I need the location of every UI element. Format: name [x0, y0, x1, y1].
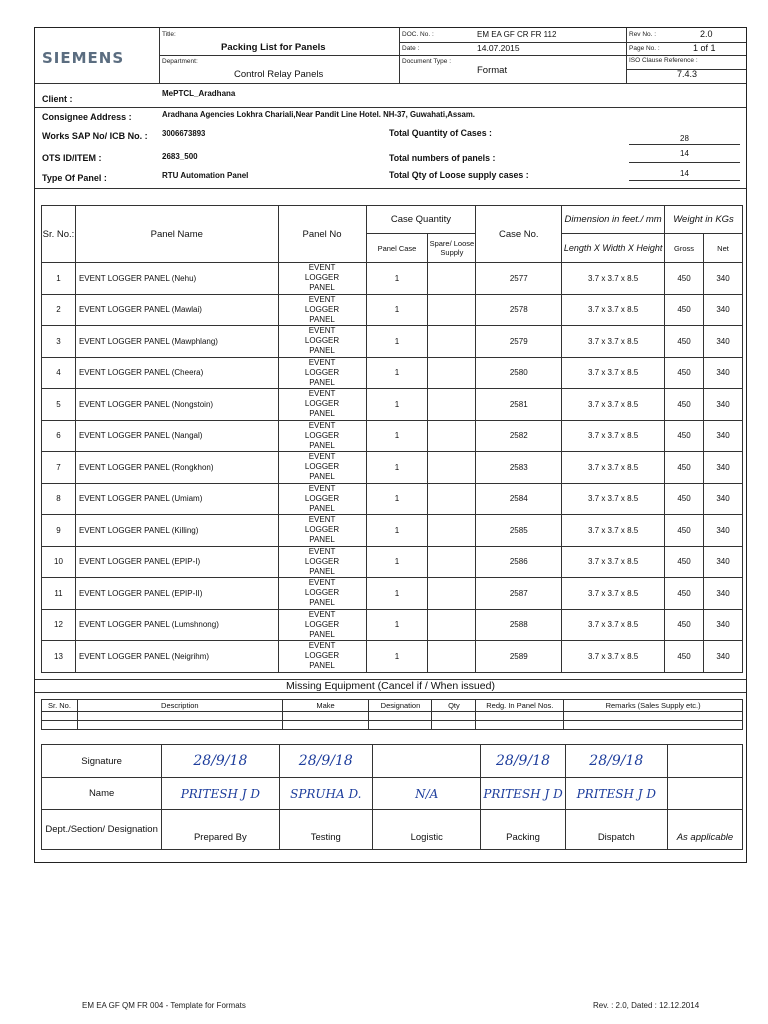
row-sr: 12 — [42, 609, 76, 641]
row-panel-case: 1 — [366, 483, 428, 515]
row-case-no: 2585 — [476, 515, 562, 547]
row-gross: 450 — [665, 420, 704, 452]
row-panel-name: EVENT LOGGER PANEL (Nehu) — [75, 263, 278, 295]
row-net: 340 — [704, 294, 743, 326]
row-sr: 8 — [42, 483, 76, 515]
row-panel-no: EVENT LOGGER PANEL — [278, 326, 366, 358]
row-panel-no: EVENT LOGGER PANEL — [278, 420, 366, 452]
row-gross: 450 — [665, 452, 704, 484]
signoff-role: Logistic — [373, 810, 481, 850]
col-panel-case-header: Panel Case — [366, 234, 428, 263]
row-gross: 450 — [665, 578, 704, 610]
signature-cell: 28/9/18 — [481, 745, 565, 778]
ots-label: OTS ID/ITEM : — [42, 153, 102, 163]
row-sr: 10 — [42, 546, 76, 578]
row-panel-case: 1 — [366, 578, 428, 610]
packing-table — [41, 205, 743, 673]
iso-label: ISO Clause Reference : — [629, 57, 698, 64]
footer-revision: Rev. : 2.0, Dated : 12.12.2014 — [593, 1001, 700, 1010]
works-value: 3006673893 — [162, 129, 206, 138]
row-net: 340 — [704, 420, 743, 452]
total-cases-value: 28 — [680, 134, 689, 143]
row-panel-case: 1 — [366, 515, 428, 547]
dept-label: Dept./Section/ Designation — [42, 810, 162, 850]
table-row — [42, 326, 743, 358]
row-panel-name: EVENT LOGGER PANEL (EPIP-I) — [75, 546, 278, 578]
row-dimension: 3.7 x 3.7 x 8.5 — [562, 578, 665, 610]
row-sr: 1 — [42, 263, 76, 295]
total-rule — [629, 180, 740, 181]
row-gross: 450 — [665, 326, 704, 358]
row-panel-name: EVENT LOGGER PANEL (Rongkhon) — [75, 452, 278, 484]
table-row — [42, 641, 743, 673]
table-row — [42, 294, 743, 326]
row-sr: 6 — [42, 420, 76, 452]
row-net: 340 — [704, 326, 743, 358]
info-rule — [35, 107, 746, 108]
missing-col-header: Remarks (Sales Supply etc.) — [564, 700, 743, 712]
total-cases-label: Total Quantity of Cases : — [389, 128, 492, 138]
row-spare — [428, 578, 476, 610]
row-spare — [428, 609, 476, 641]
col-case-qty-header: Case Quantity — [366, 206, 476, 234]
signoff-role: Testing — [279, 810, 373, 850]
row-panel-no: EVENT LOGGER PANEL — [278, 452, 366, 484]
row-sr: 7 — [42, 452, 76, 484]
row-case-no: 2581 — [476, 389, 562, 421]
row-panel-no: EVENT LOGGER PANEL — [278, 578, 366, 610]
row-panel-case: 1 — [366, 294, 428, 326]
row-panel-name: EVENT LOGGER PANEL (Mawphlang) — [75, 326, 278, 358]
panel-type-value: RTU Automation Panel — [162, 171, 249, 180]
row-panel-case: 1 — [366, 546, 428, 578]
row-net: 340 — [704, 609, 743, 641]
col-gross-header: Gross — [665, 234, 704, 263]
missing-col-header: Sr. No. — [42, 700, 78, 712]
missing-col-header: Description — [77, 700, 282, 712]
table-row — [42, 357, 743, 389]
row-dimension: 3.7 x 3.7 x 8.5 — [562, 326, 665, 358]
row-case-no: 2589 — [476, 641, 562, 673]
row-panel-case: 1 — [366, 641, 428, 673]
missing-equipment-table — [41, 699, 743, 730]
signoff-table — [41, 744, 743, 850]
row-panel-case: 1 — [366, 357, 428, 389]
packing-rows — [42, 263, 743, 673]
row-case-no: 2582 — [476, 420, 562, 452]
doc-no-value: EM EA GF CR FR 112 — [477, 30, 557, 39]
row-sr: 9 — [42, 515, 76, 547]
row-spare — [428, 357, 476, 389]
row-net: 340 — [704, 641, 743, 673]
signature-cell: 28/9/18 — [565, 745, 667, 778]
row-panel-name: EVENT LOGGER PANEL (Lumshnong) — [75, 609, 278, 641]
row-spare — [428, 641, 476, 673]
page-label: Page No. : — [629, 45, 660, 52]
row-net: 340 — [704, 578, 743, 610]
siemens-logo: SIEMENS — [42, 49, 125, 67]
header-rule — [159, 55, 399, 56]
name-cell: PRITESH J D — [481, 778, 565, 810]
table-row — [42, 263, 743, 295]
table-row — [42, 515, 743, 547]
row-net: 340 — [704, 263, 743, 295]
row-panel-name: EVENT LOGGER PANEL (Mawlai) — [75, 294, 278, 326]
row-dimension: 3.7 x 3.7 x 8.5 — [562, 420, 665, 452]
row-panel-case: 1 — [366, 263, 428, 295]
title-label: Title: — [162, 31, 176, 38]
row-dimension: 3.7 x 3.7 x 8.5 — [562, 389, 665, 421]
consignee-value: Aradhana Agencies Lokhra Chariali,Near Pandit Line Hotel. NH-37, Guwahati,Assam. — [162, 110, 475, 119]
col-dimension-header: Dimension in feet./ mm — [562, 206, 665, 234]
row-dimension: 3.7 x 3.7 x 8.5 — [562, 546, 665, 578]
row-gross: 450 — [665, 263, 704, 295]
name-label: Name — [42, 778, 162, 810]
missing-equipment-title: Missing Equipment (Cancel if / When issued) — [286, 680, 495, 692]
missing-col-header: Make — [282, 700, 369, 712]
row-net: 340 — [704, 483, 743, 515]
row-panel-no: EVENT LOGGER PANEL — [278, 546, 366, 578]
row-panel-name: EVENT LOGGER PANEL (Nongstoin) — [75, 389, 278, 421]
col-case-no-header: Case No. — [476, 206, 562, 263]
name-cell — [667, 778, 742, 810]
signature-cell: 28/9/18 — [279, 745, 373, 778]
row-spare — [428, 515, 476, 547]
col-net-header: Net — [704, 234, 743, 263]
row-dimension: 3.7 x 3.7 x 8.5 — [562, 641, 665, 673]
row-case-no: 2586 — [476, 546, 562, 578]
row-sr: 4 — [42, 357, 76, 389]
department-label: Department: — [162, 58, 198, 65]
row-net: 340 — [704, 515, 743, 547]
row-gross: 450 — [665, 389, 704, 421]
row-case-no: 2579 — [476, 326, 562, 358]
row-gross: 450 — [665, 357, 704, 389]
document-title: Packing List for Panels — [221, 42, 326, 53]
table-row — [42, 389, 743, 421]
row-panel-name: EVENT LOGGER PANEL (Umiam) — [75, 483, 278, 515]
total-rule — [629, 144, 740, 145]
missing-title-rule — [35, 692, 746, 693]
signoff-role: Dispatch — [565, 810, 667, 850]
row-case-no: 2577 — [476, 263, 562, 295]
row-dimension: 3.7 x 3.7 x 8.5 — [562, 515, 665, 547]
header-rule — [399, 55, 746, 56]
row-dimension: 3.7 x 3.7 x 8.5 — [562, 609, 665, 641]
signoff-role: As applicable — [667, 810, 742, 850]
row-dimension: 3.7 x 3.7 x 8.5 — [562, 263, 665, 295]
name-cell: SPRUHA D. — [279, 778, 373, 810]
table-row — [42, 578, 743, 610]
col-spare-header: Spare/ Loose Supply — [428, 234, 476, 263]
table-row — [42, 483, 743, 515]
iso-value: 7.4.3 — [677, 69, 698, 79]
row-case-no: 2588 — [476, 609, 562, 641]
total-panels-value: 14 — [680, 149, 689, 158]
row-sr: 3 — [42, 326, 76, 358]
missing-col-header: Designation — [369, 700, 432, 712]
row-gross: 450 — [665, 546, 704, 578]
col-lwh-header: Length X Width X Height — [562, 234, 665, 263]
row-case-no: 2583 — [476, 452, 562, 484]
works-label: Works SAP No/ ICB No. : — [42, 131, 148, 141]
row-gross: 450 — [665, 609, 704, 641]
total-rule — [629, 162, 740, 163]
row-gross: 450 — [665, 483, 704, 515]
signature-cell — [373, 745, 481, 778]
row-panel-no: EVENT LOGGER PANEL — [278, 389, 366, 421]
row-panel-name: EVENT LOGGER PANEL (Nangal) — [75, 420, 278, 452]
row-case-no: 2578 — [476, 294, 562, 326]
row-panel-no: EVENT LOGGER PANEL — [278, 641, 366, 673]
col-weight-header: Weight in KGs — [665, 206, 743, 234]
row-panel-no: EVENT LOGGER PANEL — [278, 483, 366, 515]
total-panels-label: Total numbers of panels : — [389, 153, 496, 163]
row-panel-no: EVENT LOGGER PANEL — [278, 294, 366, 326]
info-bottom-rule — [35, 188, 746, 189]
panel-type-label: Type Of Panel : — [42, 173, 107, 183]
packing-list-sheet — [34, 27, 747, 863]
row-panel-no: EVENT LOGGER PANEL — [278, 609, 366, 641]
row-gross: 450 — [665, 515, 704, 547]
doc-type-value: Format — [477, 65, 508, 76]
signoff-role: Prepared By — [162, 810, 279, 850]
row-panel-case: 1 — [366, 326, 428, 358]
row-panel-name: EVENT LOGGER PANEL (Killing) — [75, 515, 278, 547]
table-row — [42, 452, 743, 484]
department-value: Control Relay Panels — [234, 69, 324, 80]
signature-label: Signature — [42, 745, 162, 778]
doc-type-label: Document Type : — [402, 58, 452, 65]
doc-no-label: DOC. No. : — [402, 31, 434, 38]
rev-value: 2.0 — [700, 29, 713, 39]
missing-col-header: Redg. In Panel Nos. — [476, 700, 564, 712]
table-row — [42, 546, 743, 578]
row-spare — [428, 483, 476, 515]
row-gross: 450 — [665, 294, 704, 326]
row-panel-case: 1 — [366, 389, 428, 421]
row-net: 340 — [704, 357, 743, 389]
row-panel-no: EVENT LOGGER PANEL — [278, 263, 366, 295]
date-value: 14.07.2015 — [477, 43, 520, 53]
row-net: 340 — [704, 389, 743, 421]
total-loose-value: 14 — [680, 169, 689, 178]
row-net: 340 — [704, 546, 743, 578]
row-sr: 2 — [42, 294, 76, 326]
total-loose-label: Total Qty of Loose supply cases : — [389, 170, 529, 180]
missing-col-header: Qty — [432, 700, 476, 712]
client-label: Client : — [42, 94, 73, 104]
row-case-no: 2587 — [476, 578, 562, 610]
row-spare — [428, 452, 476, 484]
signature-cell: 28/9/18 — [162, 745, 279, 778]
row-panel-name: EVENT LOGGER PANEL (Cheera) — [75, 357, 278, 389]
header-bottom-rule — [35, 83, 746, 84]
row-panel-no: EVENT LOGGER PANEL — [278, 515, 366, 547]
rev-label: Rev No. : — [629, 31, 657, 38]
table-row — [42, 609, 743, 641]
signoff-role: Packing — [481, 810, 565, 850]
name-cell: N/A — [373, 778, 481, 810]
row-spare — [428, 294, 476, 326]
row-panel-case: 1 — [366, 452, 428, 484]
row-sr: 11 — [42, 578, 76, 610]
footer-template-ref: EM EA GF QM FR 004 - Template for Formats — [82, 1001, 246, 1010]
name-cell: PRITESH J D — [565, 778, 667, 810]
ots-value: 2683_500 — [162, 152, 198, 161]
row-spare — [428, 263, 476, 295]
row-dimension: 3.7 x 3.7 x 8.5 — [562, 483, 665, 515]
row-spare — [428, 326, 476, 358]
row-panel-case: 1 — [366, 420, 428, 452]
row-case-no: 2584 — [476, 483, 562, 515]
row-gross: 450 — [665, 641, 704, 673]
row-dimension: 3.7 x 3.7 x 8.5 — [562, 452, 665, 484]
col-sr-header: Sr. No.: — [42, 206, 76, 263]
signature-cell — [667, 745, 742, 778]
consignee-label: Consignee Address : — [42, 112, 132, 122]
page-value: 1 of 1 — [693, 43, 716, 53]
row-spare — [428, 420, 476, 452]
col-panel-no-header: Panel No — [278, 206, 366, 263]
client-value: MePTCL_Aradhana — [162, 89, 236, 98]
row-spare — [428, 546, 476, 578]
row-dimension: 3.7 x 3.7 x 8.5 — [562, 357, 665, 389]
row-net: 340 — [704, 452, 743, 484]
row-dimension: 3.7 x 3.7 x 8.5 — [562, 294, 665, 326]
row-panel-case: 1 — [366, 609, 428, 641]
row-spare — [428, 389, 476, 421]
row-panel-name: EVENT LOGGER PANEL (EPIP-II) — [75, 578, 278, 610]
row-sr: 13 — [42, 641, 76, 673]
row-sr: 5 — [42, 389, 76, 421]
table-row — [42, 420, 743, 452]
row-case-no: 2580 — [476, 357, 562, 389]
name-cell: PRITESH J D — [162, 778, 279, 810]
date-label: Date : — [402, 45, 420, 52]
col-panel-name-header: Panel Name — [75, 206, 278, 263]
row-panel-name: EVENT LOGGER PANEL (Neigrihm) — [75, 641, 278, 673]
row-panel-no: EVENT LOGGER PANEL — [278, 357, 366, 389]
